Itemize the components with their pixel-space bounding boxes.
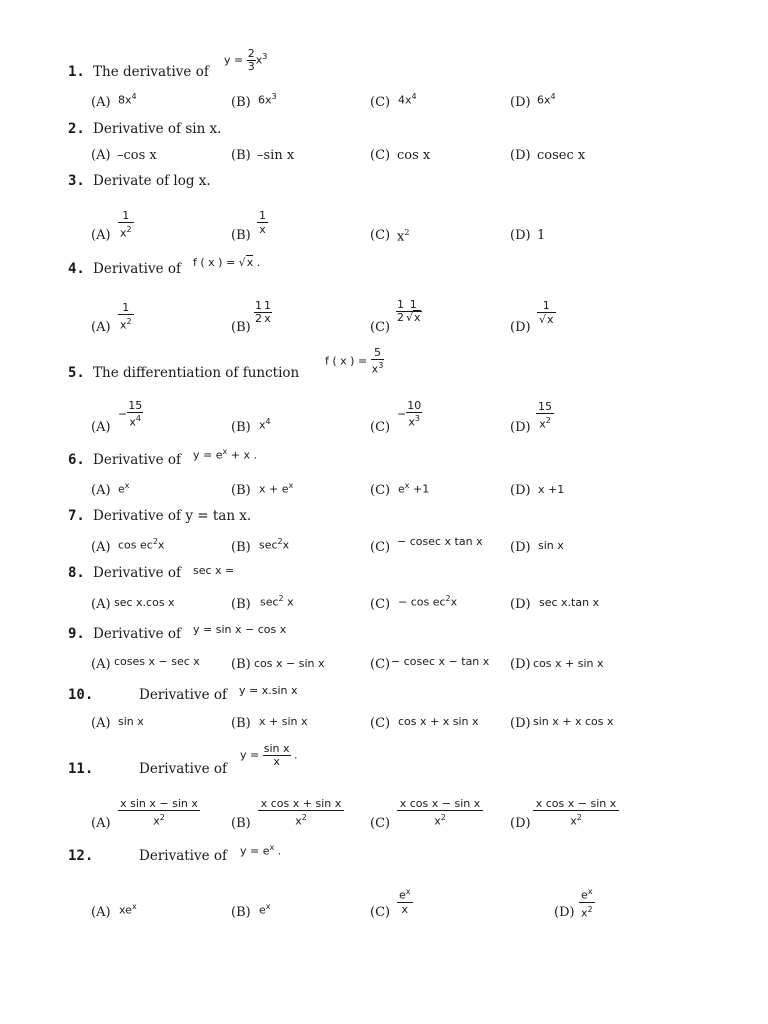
question-number: 11. [68,761,94,777]
option-d: sec x.tan x [539,596,600,609]
option-label-a: (A) [91,148,111,163]
option-c: $x^2$ [397,228,410,245]
option-label-c: (C) [370,657,391,672]
option-d: $\frac{1}{√x}$ [539,299,554,326]
option-a: sec x.cos x [114,596,175,609]
question-text: Derivative of [93,261,182,277]
option-label-d: (D) [510,657,531,672]
option-label-b: (B) [231,657,251,672]
option-label-c: (C) [370,540,391,555]
option-label-b: (B) [231,816,251,831]
option-d: sin x + x cos x [533,715,614,728]
option-label-c: (C) [370,905,391,920]
question-expression: y = $\frac{\text{sin x}}{x}$ . [240,742,298,768]
question-expression: $y = e^x + x$ . [193,447,257,462]
question-text: Derivative of [139,848,228,864]
option-label-c: (C) [370,95,391,110]
option-c: $\frac{1}{2}$ $\frac{1}{√x}$ [397,298,421,324]
question-text: The differentiation of function [93,365,300,381]
option-label-b: (B) [231,483,251,498]
option-label-a: (A) [91,597,111,612]
option-d: sin x [538,539,564,552]
question-number: 3. [68,173,85,189]
option-c: $\frac{e^x}{x}$ [399,887,411,916]
option-c: cos x + x sin x [398,715,479,728]
option-label-a: (A) [91,816,111,831]
option-d: 1 [537,228,546,243]
option-label-d: (D) [510,320,531,335]
option-label-c: (C) [370,148,391,163]
question-text: Derivate of log x. [93,173,211,189]
question-number: 8. [68,565,85,581]
option-a: sin x [118,715,144,728]
option-label-b: (B) [231,228,251,243]
option-d: cosec x [537,148,586,163]
question-text: Derivative of [93,565,182,581]
option-b: $\sec^2 x$ [260,594,294,609]
option-label-c: (C) [370,597,391,612]
option-c: − cosec x tan x [397,535,483,548]
option-d: cos x + sin x [533,657,604,670]
question-number: 2. [68,121,85,137]
option-a: $\cos ec^2x$ [118,537,165,552]
question-number: 12. [68,848,94,864]
option-b: cos x − sin x [254,657,325,670]
option-label-c: (C) [370,816,391,831]
question-number: 10. [68,687,94,703]
option-label-c: (C) [370,483,391,498]
option-c: − cosec x − tan x [391,655,490,668]
question-expression: $y = e^x$ . [240,843,282,858]
question-text: The derivative of [93,64,209,80]
option-label-d: (D) [510,148,531,163]
option-b: $x + e^x$ [259,481,294,496]
option-a: $xe^x$ [119,902,137,917]
option-label-b: (B) [231,540,251,555]
option-d: $\frac{e^x}{x^2}$ [581,887,593,920]
option-b: $\frac{1}{x}$ [259,209,266,236]
option-a: $\frac{1}{x^2}$ [120,301,132,332]
option-label-d: (D) [510,597,531,612]
question-number: 1. [68,64,85,80]
option-label-b: (B) [231,716,251,731]
question-expression: f ( x ) = $\frac{5}{x^3}$ [325,346,384,376]
option-label-b: (B) [231,905,251,920]
option-d: x +1 [538,483,565,496]
option-label-a: (A) [91,716,111,731]
question-text: Derivative of [139,761,228,777]
question-expression: sec x = [193,564,235,577]
question-expression: y = sin x − cos x [193,623,287,636]
question-text: Derivative of [93,626,182,642]
option-label-d: (D) [510,540,531,555]
option-label-b: (B) [231,148,251,163]
option-c: $e^x +1$ [398,481,430,496]
option-b: –sin x [257,148,295,163]
option-d: $\frac{15}{x^2}$ [538,400,552,431]
option-c: $\frac{\text{x cos x − sin x}}{x^2}$ [397,797,483,828]
option-label-d: (D) [510,420,531,435]
option-label-a: (A) [91,320,111,335]
option-label-a: (A) [91,228,111,243]
option-b: $\frac{1}{2}$ $\frac{1}{x}$ [255,299,271,325]
option-label-c: (C) [370,420,391,435]
option-label-d: (D) [510,95,531,110]
question-expression: y = $\frac{2}{3}$ $x^3$ [224,47,268,73]
option-b: $\frac{\text{x cos x + sin x}}{x^2}$ [258,797,344,828]
option-label-c: (C) [370,716,391,731]
option-label-b: (B) [231,420,251,435]
question-text: Derivative of y = tan x. [93,508,252,524]
option-d: $\frac{\text{x cos x − sin x}}{x^2}$ [533,797,619,828]
question-text: Derivative of [139,687,228,703]
question-expression: f ( x ) = √x . [193,256,261,269]
question-number: 7. [68,508,85,524]
option-label-a: (A) [91,540,111,555]
option-c: $4x^4$ [398,92,417,107]
option-label-c: (C) [370,228,391,243]
option-label-d: (D) [554,905,575,920]
question-text: Derivative of [93,452,182,468]
option-label-a: (A) [91,420,111,435]
option-label-d: (D) [510,816,531,831]
option-label-d: (D) [510,716,531,731]
option-a: $e^x$ [118,481,130,496]
question-number: 5. [68,365,85,381]
option-a: − $\frac{15}{x^4}$ [118,399,143,429]
option-label-a: (A) [91,483,111,498]
option-label-c: (C) [370,320,391,335]
option-a: –cos x [117,148,157,163]
question-number: 9. [68,626,85,642]
option-label-b: (B) [231,320,251,335]
option-a: $8x^4$ [118,92,137,107]
question-number: 6. [68,452,85,468]
option-label-a: (A) [91,657,111,672]
question-text: Derivative of sin x. [93,121,222,137]
option-b: $e^x$ [259,902,271,917]
option-d: $6x^4$ [537,92,556,107]
option-label-b: (B) [231,95,251,110]
option-b: $x^4$ [259,417,271,432]
option-c: − $\frac{10}{x^3}$ [397,399,422,429]
option-b: $\sec^2x$ [259,537,290,552]
option-a: coses x − sec x [114,655,200,668]
question-number: 4. [68,261,85,277]
option-b: x + sin x [259,715,308,728]
option-c: cos x [397,148,431,163]
option-label-a: (A) [91,905,111,920]
option-label-b: (B) [231,597,251,612]
question-expression: y = x.sin x [239,684,298,697]
option-label-d: (D) [510,228,531,243]
option-b: $6x^3$ [258,92,277,107]
option-label-a: (A) [91,95,111,110]
option-label-d: (D) [510,483,531,498]
option-c: − $\cos ec^2x$ [398,594,458,609]
option-a: $\frac{1}{x^2}$ [120,209,132,240]
option-a: $\frac{\text{x sin x − sin x}}{x^2}$ [118,797,200,828]
